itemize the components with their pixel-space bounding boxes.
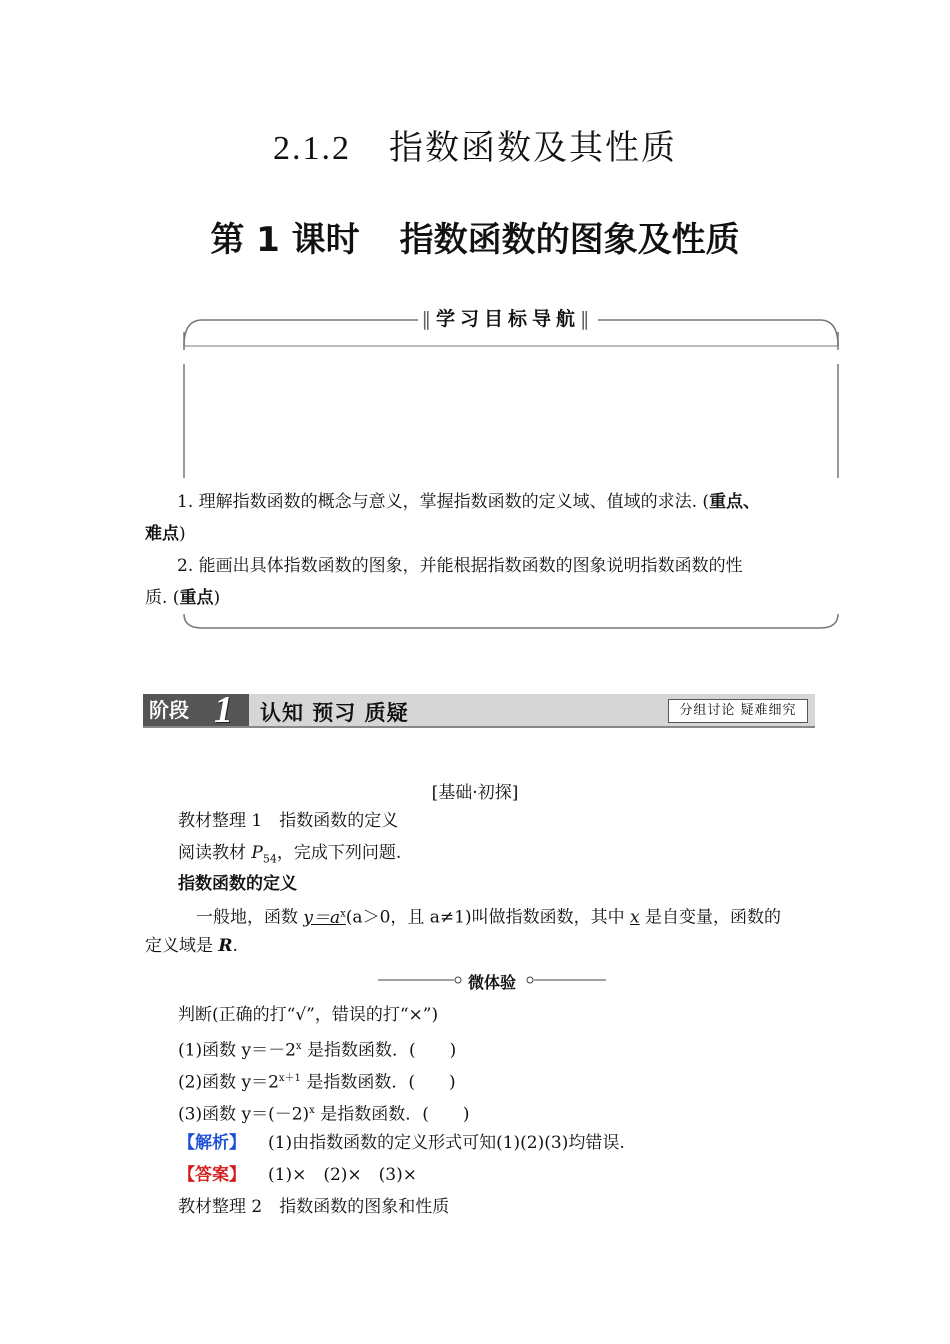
def-text-2: (a＞0，且 a≠1)叫做指数函数，其中	[345, 907, 631, 928]
read-text: 阅读教材	[178, 843, 252, 863]
judge-instruction: 判断(正确的打“√”，错误的打“×”)	[178, 1005, 439, 1025]
goal-1-text: 1. 理解指数函数的概念与意义，掌握指数函数的定义域、值域的求法. (	[177, 492, 710, 512]
q1-sup: x	[295, 1041, 302, 1052]
section-name: 指数函数及其性质	[389, 128, 677, 168]
section-2-heading: 教材整理 2 指数函数的图象和性质	[178, 1197, 450, 1217]
analysis-text: (1)由指数函数的定义形式可知(1)(2)(3)均错误.	[268, 1133, 625, 1153]
analysis-tag: 【解析】	[178, 1133, 246, 1153]
wei-heading: 微体验	[462, 970, 522, 993]
q1-text-2: 是指数函数．( )	[301, 1040, 457, 1061]
stage-number: 1	[214, 689, 233, 731]
definition-line-2	[145, 936, 238, 956]
section-number: 2.1.2	[273, 130, 351, 167]
q2-text-2: 是指数函数．( )	[300, 1072, 456, 1093]
question-1	[178, 1037, 456, 1061]
goal-1-close: )	[179, 524, 186, 544]
def-text-4: 定义域是	[145, 936, 219, 956]
goal-item-2	[145, 550, 815, 614]
q3-text-2: 是指数函数．( )	[314, 1104, 470, 1125]
stage-tag: 阶段	[143, 694, 249, 726]
q1-text: (1)函数 y＝－2	[178, 1040, 296, 1061]
goal-heading: ‖学习目标导航‖	[418, 304, 598, 331]
read-page-num: 54	[262, 852, 277, 866]
goal-2-text: 2. 能画出具体指数函数的图象，并能根据指数函数的图象说明指数函数的性	[177, 556, 743, 576]
lesson-name: 指数函数的图象及性质	[399, 220, 740, 260]
answer-text: (1)× (2)× (3)×	[268, 1165, 417, 1185]
stage-box: 分组讨论 疑难细究	[668, 699, 808, 723]
q3-sup: x	[309, 1105, 315, 1116]
def-end: .	[232, 936, 238, 956]
def-R: R	[218, 936, 233, 956]
def-sup: x	[340, 908, 346, 919]
goal-2-close: )	[213, 588, 221, 608]
def-formula	[303, 908, 345, 928]
goal-2-key: 重点	[179, 588, 214, 608]
definition-line-1	[196, 904, 781, 928]
goal-1-key2: 难点	[145, 524, 179, 544]
lesson-title	[0, 212, 950, 261]
goal-heading-text: 学习目标导航	[435, 308, 580, 330]
question-3	[178, 1101, 469, 1125]
q2-text: (2)函数 y＝2	[178, 1072, 279, 1093]
question-2	[178, 1069, 456, 1093]
def-text-3: 是自变量，函数的	[639, 907, 782, 928]
section-title	[0, 120, 950, 169]
lesson-number: 第 1 课时	[210, 220, 360, 260]
definition-heading: 指数函数的定义	[178, 874, 297, 894]
def-x: x	[630, 907, 640, 928]
q2-sup: x＋1	[278, 1073, 301, 1084]
q3-text: (3)函数 y＝(－2)	[178, 1104, 310, 1125]
goal-1-key: 重点、	[709, 492, 761, 512]
read-instruction	[178, 843, 401, 869]
goal-item-1	[145, 486, 815, 550]
section-1-heading: 教材整理 1 指数函数的定义	[178, 811, 399, 831]
read-page: P	[251, 843, 263, 863]
answer-tag: 【答案】	[178, 1165, 246, 1185]
def-text: 一般地，函数	[196, 907, 304, 928]
answer	[178, 1165, 417, 1185]
read-text-2: ，完成下列问题.	[276, 843, 402, 863]
basic-heading: [基础·初探]	[431, 783, 519, 803]
analysis	[178, 1133, 625, 1153]
stage-title: 认知 预习 质疑	[260, 701, 409, 725]
goal-2-text2: 质. (	[145, 588, 180, 608]
def-y: y＝a	[303, 907, 341, 928]
